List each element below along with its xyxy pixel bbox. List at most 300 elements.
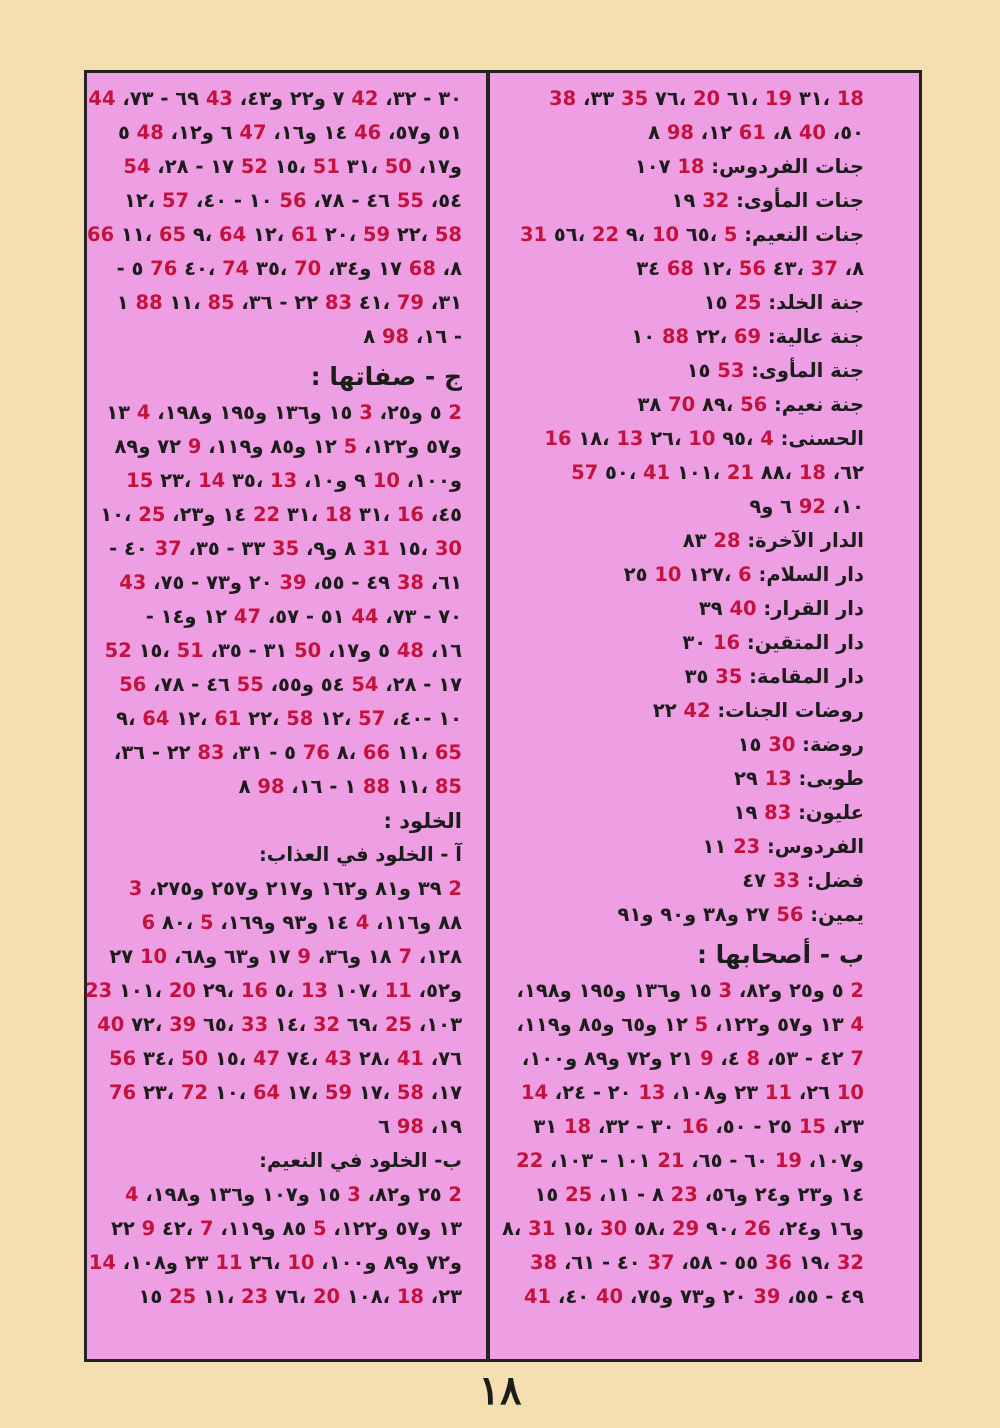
surah-number: 5 xyxy=(313,1217,327,1240)
surah-number: 6 xyxy=(141,911,156,934)
entry-text: و٥٢، xyxy=(411,979,462,1002)
entry-text: ١٥ xyxy=(686,359,718,382)
entry-text: ٥٠، xyxy=(825,121,864,144)
surah-number: 56 xyxy=(740,393,768,416)
entry-text: و١٠٧، xyxy=(801,1149,864,1172)
entry-text: ،١٢ xyxy=(693,257,739,280)
surah-number: 16 xyxy=(240,979,268,1002)
index-entry xyxy=(92,702,462,736)
surah-number: 46 xyxy=(354,121,382,144)
surah-number: 23 xyxy=(670,1183,698,1206)
surah-number: 16 xyxy=(544,427,572,450)
entry-text: ١٥ و١٠٧ و١٣٦ و١٩٨، xyxy=(138,1183,348,1206)
index-entry xyxy=(92,150,462,184)
surah-number: 4 xyxy=(850,1013,864,1036)
entry-text: ٥ xyxy=(117,121,137,144)
entry-text: ١٥ xyxy=(737,733,769,756)
surah-number: 20 xyxy=(168,979,196,1002)
surah-number: 15 xyxy=(126,469,154,492)
surah-number: 37 xyxy=(154,537,182,560)
surah-number: 10 xyxy=(836,1081,864,1104)
surah-number: 50 xyxy=(294,639,322,662)
entry-text: ١٥ و١٣٦ و١٩٥ و١٩٨، xyxy=(516,979,719,1002)
entry-text: ،١٠٧ xyxy=(328,979,385,1002)
surah-number: 3 xyxy=(359,401,373,424)
index-entry xyxy=(500,1076,864,1110)
entry-text: ،٩٠ xyxy=(699,1217,744,1240)
entry-text: ٦ xyxy=(378,1115,397,1138)
entry-text: ،٩ xyxy=(186,223,219,246)
entry-text: ١٧ - ٢٨، xyxy=(150,155,241,178)
surah-number: 11 xyxy=(215,1251,243,1274)
left-column xyxy=(85,82,462,1314)
surah-number: 48 xyxy=(136,121,164,144)
entry-text: ،١٧ xyxy=(352,1081,397,1104)
surah-number: 70 xyxy=(294,257,322,280)
entry-text: ٧٦، xyxy=(423,1047,462,1070)
surah-number: 11 xyxy=(764,1081,793,1104)
index-entry xyxy=(500,422,864,456)
index-entry xyxy=(92,320,462,354)
entry-text: ١٤ و٩٣ و١٦٩، xyxy=(213,911,356,934)
index-entry xyxy=(500,1178,864,1212)
surah-number: 15 xyxy=(798,1115,826,1138)
surah-number: 57 xyxy=(161,189,190,212)
entry-text: ١٦، xyxy=(423,639,462,662)
index-entry xyxy=(92,252,462,286)
entry-text: ٢١ و٧٢ و٨٩ و١٠٠، xyxy=(521,1047,701,1070)
entry-text: و٥٧ و١٢٢، xyxy=(357,435,462,458)
surah-number: 9 xyxy=(141,1217,156,1240)
entry-text: ١٤ و٢٣ و٢٤ و٥٦، xyxy=(697,1183,864,1206)
surah-number: 32 xyxy=(312,1013,341,1036)
index-entry xyxy=(500,728,864,762)
entry-text: ١٠ - ٤٠، xyxy=(189,189,280,212)
entry-text: طوبى: xyxy=(791,767,864,790)
surah-number: 25 xyxy=(384,1013,413,1036)
surah-number: 5 xyxy=(343,435,358,458)
surah-number: 10 xyxy=(287,1251,315,1274)
surah-number: 50 xyxy=(180,1047,209,1070)
entry-text: ،٥ xyxy=(267,979,301,1002)
entry-text: ٥ و٢٥ و٨٢، xyxy=(732,979,851,1002)
surah-number: 40 xyxy=(798,121,826,144)
surah-number: 18 xyxy=(798,461,826,484)
entry-text: ،٢٣ xyxy=(153,469,199,492)
surah-number: 43 xyxy=(119,571,147,594)
entry-text: ١٠٣، xyxy=(412,1013,462,1036)
entry-text: ١٩ xyxy=(671,189,703,212)
entry-text: ،١٢ xyxy=(313,707,359,730)
entry-text: ،٢٩ xyxy=(196,979,241,1002)
entry-text: ،١٥ xyxy=(208,1047,253,1070)
entry-text: ب- الخلود في النعيم: xyxy=(259,1149,462,1172)
surah-number: 9 xyxy=(187,435,202,458)
entry-text: ،٨٨ xyxy=(754,461,799,484)
surah-number: 7 xyxy=(200,1217,214,1240)
surah-number: 79 xyxy=(396,291,424,314)
entry-text: روضة: xyxy=(795,733,864,756)
entry-text: ٢٠ و٧٣ - ٧٥، xyxy=(146,571,280,594)
index-entry xyxy=(92,566,462,600)
surah-number: 5 xyxy=(200,911,214,934)
surah-number: 56 xyxy=(109,1047,137,1070)
index-entry xyxy=(500,184,864,218)
surah-number: 47 xyxy=(252,1047,281,1070)
surah-number: 58 xyxy=(396,1081,424,1104)
surah-number: 64 xyxy=(252,1081,281,1104)
surah-number: 40 xyxy=(595,1285,624,1308)
surah-number: 13 xyxy=(764,767,792,790)
entry-text: ب - أصحابها : xyxy=(696,940,864,969)
entry-text: ٥١ - ٥٧، xyxy=(261,605,352,628)
index-entry xyxy=(500,796,864,830)
index-entry xyxy=(92,464,462,498)
surah-number: 5 xyxy=(723,223,738,246)
surah-number: 76 xyxy=(109,1081,137,1104)
entry-text: ،٢٦ xyxy=(643,427,689,450)
surah-number: 54 xyxy=(123,155,151,178)
entry-text: ،١٢٧ xyxy=(681,563,739,586)
entry-text: ،٦١ xyxy=(720,87,765,110)
entry-text: ٤٦ - ٧٨، xyxy=(146,673,237,696)
index-entry xyxy=(500,320,864,354)
index-entry xyxy=(500,1246,864,1280)
entry-text: ،١٠١ xyxy=(670,461,727,484)
entry-text: ،٢٦ xyxy=(242,1251,288,1274)
entry-text: فضل: xyxy=(800,869,864,892)
entry-text: ٣٩ xyxy=(698,597,730,620)
entry-text: ١٢ و٦٥ و٨٥ و١١٩، xyxy=(516,1013,695,1036)
entry-text: ٢٢ xyxy=(111,1217,142,1240)
entry-text: ٥ - xyxy=(116,257,151,280)
surah-number: 56 xyxy=(279,189,307,212)
entry-text: ١٧ - ٢٨، xyxy=(378,673,462,696)
index-entry xyxy=(92,1076,462,1110)
surah-number: 22 xyxy=(516,1149,544,1172)
index-entry xyxy=(500,974,864,1008)
entry-text: ،٦٩ xyxy=(340,1013,385,1036)
entry-text: ١٢٨، xyxy=(412,945,462,968)
entry-text: يمين: xyxy=(803,903,864,926)
surah-number: 10 xyxy=(654,563,682,586)
surah-number: 6 xyxy=(738,563,752,586)
index-entry xyxy=(500,762,864,796)
surah-number: 32 xyxy=(702,189,730,212)
entry-text: ،٥٦ xyxy=(547,223,592,246)
index-entry xyxy=(500,456,864,490)
entry-text: ٧ و٢٢ و٤٣، xyxy=(232,87,352,110)
surah-number: 74 xyxy=(222,257,250,280)
entry-text: ١٧، xyxy=(423,1081,462,1104)
surah-number: 20 xyxy=(692,87,721,110)
surah-number: 38 xyxy=(530,1251,558,1274)
index-entry xyxy=(92,184,462,218)
entry-text: ١٠ xyxy=(631,325,662,348)
entry-text: ١١ xyxy=(702,835,734,858)
surah-number: 57 xyxy=(571,461,599,484)
surah-number: 7 xyxy=(398,945,413,968)
entry-text: ٨ xyxy=(648,121,667,144)
entry-text: ٣٤ xyxy=(636,257,667,280)
entry-text: ٢٢ - ٣٦، xyxy=(113,741,198,764)
index-entry xyxy=(92,532,462,566)
surah-number: 44 xyxy=(351,605,379,628)
entry-text: ٢٧ xyxy=(109,945,140,968)
surah-number: 39 xyxy=(169,1013,197,1036)
entry-text: جنات المأوى: xyxy=(729,189,864,212)
entry-text: ،١٠١ xyxy=(112,979,169,1002)
surah-number: 65 xyxy=(158,223,187,246)
index-entry xyxy=(500,1042,864,1076)
entry-text: و٧٢ و٨٩ و١٠٠، xyxy=(314,1251,462,1274)
index-entry xyxy=(500,1212,864,1246)
index-entry xyxy=(500,524,864,558)
surah-number: 36 xyxy=(764,1251,793,1274)
surah-number: 30 xyxy=(600,1217,628,1240)
surah-number: 4 xyxy=(124,1183,139,1206)
column-divider xyxy=(486,70,490,1362)
entry-text: ١٠، xyxy=(825,495,864,518)
entry-text: ٢٩ xyxy=(734,767,765,790)
entry-text: ٤٦ - ٧٨، xyxy=(306,189,397,212)
entry-text: ،١١ xyxy=(390,775,435,798)
entry-text: الخلود : xyxy=(383,809,462,833)
surah-number: 88 xyxy=(661,325,690,348)
entry-text: ،٧٤ xyxy=(280,1047,325,1070)
surah-number: 41 xyxy=(643,461,671,484)
surah-number: 13 xyxy=(616,427,644,450)
entry-text: ،٩ xyxy=(619,223,652,246)
entry-text: ،٨ xyxy=(502,1217,529,1240)
entry-text: ٥٥ - ٥٨، xyxy=(674,1251,765,1274)
entry-text: ،٢٠ xyxy=(318,223,363,246)
index-entry xyxy=(87,218,462,252)
entry-text: ١٩ xyxy=(733,801,765,824)
surah-number: 7 xyxy=(850,1047,864,1070)
entry-text: ،٣١ xyxy=(339,155,385,178)
section-heading xyxy=(92,804,462,838)
entry-text: روضات الجنات: xyxy=(710,699,864,722)
entry-text: ٦١، xyxy=(423,571,462,594)
entry-text: ،١٠ xyxy=(208,1081,253,1104)
entry-text: ٨، xyxy=(435,257,462,280)
surah-number: 25 xyxy=(565,1183,593,1206)
surah-number: 56 xyxy=(738,257,766,280)
surah-number: 16 xyxy=(712,631,741,654)
entry-text: ٦ و١٢، xyxy=(163,121,240,144)
surah-number: 25 xyxy=(734,291,762,314)
entry-text: الفردوس: xyxy=(760,835,864,858)
index-entry xyxy=(500,1280,864,1314)
index-entry xyxy=(92,1042,462,1076)
entry-text: ،٨٩ xyxy=(695,393,741,416)
entry-text: ١٤ و١٦، xyxy=(266,121,355,144)
entry-text: ،٣٥ xyxy=(225,469,271,492)
entry-text: ،٢٣ xyxy=(136,1081,181,1104)
entry-text: ٨، xyxy=(765,121,799,144)
entry-text: ١٥ و١٣٦ و١٩٥ و١٩٨، xyxy=(150,401,360,424)
entry-text: ٢٧ و٣٨ و٩٠ و٩١ xyxy=(617,903,777,926)
surah-number: 25 xyxy=(138,503,166,526)
entry-text: ٦٠ - ٦٥، xyxy=(684,1149,775,1172)
surah-number: 53 xyxy=(717,359,745,382)
index-entry xyxy=(92,668,462,702)
surah-number: 11 xyxy=(384,979,412,1002)
surah-number: 57 xyxy=(358,707,386,730)
surah-number: 85 xyxy=(207,291,235,314)
surah-number: 32 xyxy=(836,1251,864,1274)
entry-text: ،٨٠ xyxy=(155,911,200,934)
section-heading xyxy=(92,354,462,396)
entry-text: ،٨ xyxy=(330,741,363,764)
index-entry xyxy=(500,592,864,626)
index-entry xyxy=(88,1246,462,1280)
entry-text: ٢٣، xyxy=(423,1285,462,1308)
surah-number: 38 xyxy=(549,87,577,110)
surah-number: 98 xyxy=(396,1115,424,1138)
index-entry xyxy=(92,940,462,974)
surah-number: 83 xyxy=(324,291,353,314)
entry-text: ،١١ xyxy=(114,223,159,246)
surah-number: 31 xyxy=(362,537,391,560)
index-entry xyxy=(500,218,864,252)
entry-text: ،١٠٨ xyxy=(340,1285,397,1308)
surah-number: 92 xyxy=(798,495,826,518)
entry-text: ٣٠ - ٣٢، xyxy=(378,87,462,110)
entry-text: ٤٩ - ٥٥، xyxy=(780,1285,864,1308)
surah-number: 10 xyxy=(139,945,168,968)
entry-text: ٢٣، xyxy=(825,1115,864,1138)
index-entry xyxy=(92,116,462,150)
surah-number: 4 xyxy=(760,427,774,450)
entry-text: ٢٦، xyxy=(792,1081,837,1104)
surah-number: 68 xyxy=(666,257,694,280)
entry-text: جنة عالية: xyxy=(761,325,864,348)
entry-text: ٨٥ و١١٩، xyxy=(213,1217,314,1240)
index-entry xyxy=(92,736,462,770)
surah-number: 58 xyxy=(434,223,462,246)
entry-text: دار القرار: xyxy=(756,597,864,620)
entry-text: ١٤ و٢٣، xyxy=(165,503,253,526)
entry-text: ١٢ و٨٥ و١١٩، xyxy=(201,435,344,458)
entry-text: ٨ xyxy=(363,325,382,348)
entry-text: ،٢٢ xyxy=(390,223,435,246)
surah-number: 22 xyxy=(591,223,620,246)
surah-number: 18 xyxy=(396,1285,424,1308)
surah-number: 64 xyxy=(142,707,170,730)
surah-number: 69 xyxy=(733,325,762,348)
entry-text: جنة المأوى: xyxy=(744,359,864,382)
surah-number: 37 xyxy=(810,257,838,280)
entry-text: ،٦٥ xyxy=(679,223,724,246)
surah-number: 66 xyxy=(362,741,391,764)
entry-text: ٣٥ xyxy=(684,665,716,688)
surah-number: 47 xyxy=(233,605,262,628)
surah-number: 59 xyxy=(362,223,391,246)
index-entry xyxy=(500,150,864,184)
surah-number: 59 xyxy=(324,1081,353,1104)
entry-text: ،٩ xyxy=(116,707,143,730)
index-entry xyxy=(88,82,462,116)
surah-number: 98 xyxy=(257,775,285,798)
entry-text: دار المتقين: xyxy=(740,631,864,654)
index-entry xyxy=(92,634,462,668)
entry-text: ٢٠ و٧٣ و٧٥، xyxy=(623,1285,754,1308)
surah-number: 3 xyxy=(718,979,733,1002)
entry-text: ٢٢ xyxy=(652,699,684,722)
entry-text: ١٣ و٥٧ و١٢٢، xyxy=(326,1217,462,1240)
index-entry xyxy=(500,354,864,388)
entry-text: ٨٣ xyxy=(682,529,714,552)
entry-text: ٢٥ - ٥٠، xyxy=(708,1115,799,1138)
surah-number: 14 xyxy=(88,1251,116,1274)
entry-text: ٣١، xyxy=(423,291,462,314)
entry-text: ٥ - ٣١، xyxy=(224,741,303,764)
entry-text: ٤٩ - ٥٥، xyxy=(306,571,397,594)
entry-text: ٥٤، xyxy=(423,189,462,212)
entry-text: ٨ - ١١، xyxy=(592,1183,671,1206)
entry-text: ١٩، xyxy=(423,1115,462,1138)
surah-number: 9 xyxy=(700,1047,714,1070)
entry-text: ،١٤ xyxy=(268,1013,313,1036)
entry-text: ٨٨ و١١٦، xyxy=(369,911,462,934)
entry-text: ،٣٥ xyxy=(249,257,295,280)
index-entry xyxy=(92,430,462,464)
surah-number: 39 xyxy=(279,571,307,594)
surah-number: 42 xyxy=(351,87,379,110)
entry-text: ٣٠ - ٣٢، xyxy=(591,1115,682,1138)
surah-number: 23 xyxy=(241,1285,269,1308)
entry-text: ٤٥، xyxy=(423,503,462,526)
surah-number: 44 xyxy=(88,87,116,110)
surah-number: 18 xyxy=(836,87,864,110)
surah-number: 13 xyxy=(270,469,298,492)
entry-text: ،٦٥ xyxy=(196,1013,242,1036)
surah-number: 52 xyxy=(240,155,268,178)
surah-number: 54 xyxy=(351,673,379,696)
entry-text: الحسنى: xyxy=(773,427,864,450)
entry-text: ،٤٠ xyxy=(177,257,223,280)
entry-text: ،٧٦ xyxy=(268,1285,313,1308)
entry-text: ،٢٢ xyxy=(241,707,287,730)
surah-number: 28 xyxy=(713,529,741,552)
entry-text: ١٧ و٣٤، xyxy=(321,257,409,280)
surah-number: 48 xyxy=(396,639,424,662)
surah-number: 2 xyxy=(448,401,462,424)
surah-number: 21 xyxy=(657,1149,685,1172)
entry-text: ٥ و٢٥، xyxy=(372,401,449,424)
index-entry xyxy=(92,906,462,940)
entry-text: و١٧، xyxy=(411,155,462,178)
surah-number: 23 xyxy=(733,835,761,858)
entry-text: ٣٨ xyxy=(637,393,669,416)
surah-number: 43 xyxy=(205,87,233,110)
entry-text: ،٢٢ xyxy=(689,325,734,348)
entry-text: ،١٨ xyxy=(571,427,617,450)
surah-number: 10 xyxy=(372,469,400,492)
surah-number: 76 xyxy=(150,257,178,280)
surah-number: 83 xyxy=(764,801,792,824)
entry-text: ،٤١ xyxy=(352,291,397,314)
surah-number: 51 xyxy=(312,155,340,178)
surah-number: 51 xyxy=(176,639,204,662)
surah-number: 30 xyxy=(768,733,796,756)
entry-text: ،١٩ xyxy=(792,1251,837,1274)
surah-number: 47 xyxy=(239,121,267,144)
surah-number: 37 xyxy=(647,1251,675,1274)
entry-text: ١٣ و٥٧ و١٢٢، xyxy=(708,1013,851,1036)
